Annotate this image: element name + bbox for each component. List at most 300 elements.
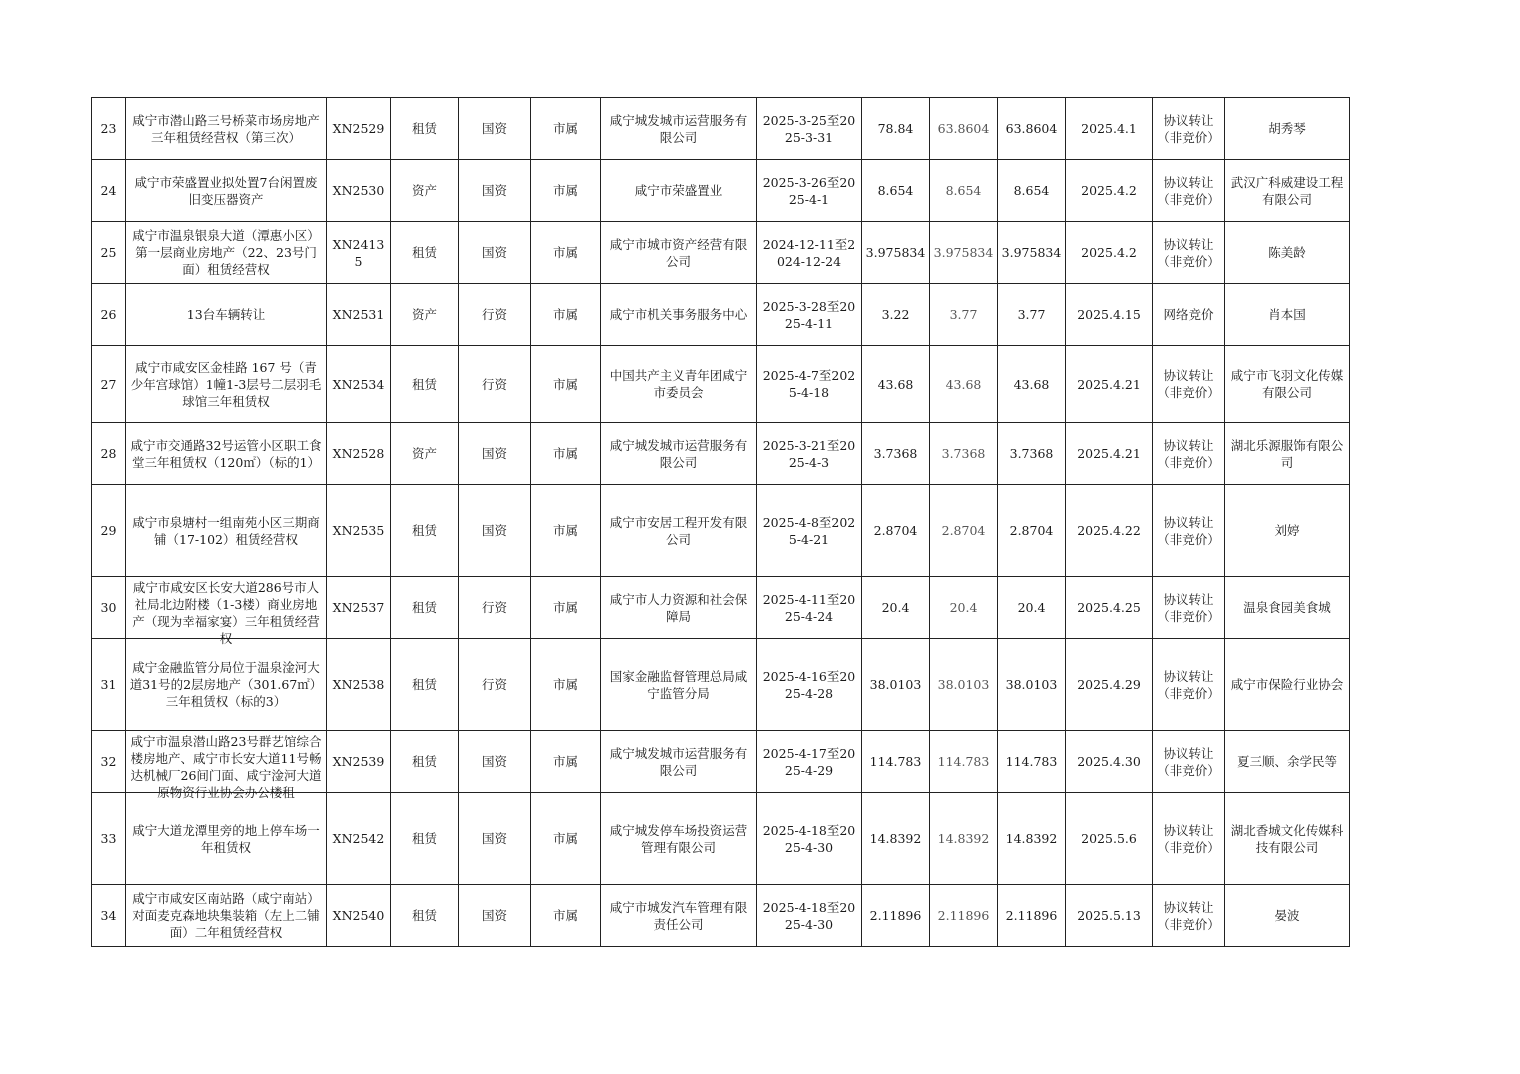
asset-nature: 行资 <box>481 600 507 615</box>
row-number-cell <box>92 284 126 346</box>
deal-date: 2025.5.6 <box>1081 831 1137 846</box>
transfer-method: 协议转让（非竞价） <box>1157 368 1220 400</box>
bid-price-cell <box>930 485 998 577</box>
asset-nature: 国资 <box>481 831 507 846</box>
listing-price-cell <box>862 793 930 885</box>
row-number-cell <box>92 793 126 885</box>
transaction-type-cell <box>391 423 459 485</box>
transaction-type-cell <box>391 639 459 731</box>
bid-price: 2.8704 <box>941 523 986 538</box>
transferor-name-cell <box>601 485 757 577</box>
buyer-name-cell <box>1225 284 1350 346</box>
listing-price-cell <box>862 885 930 947</box>
listing-price: 3.22 <box>881 307 910 322</box>
listing-price: 38.0103 <box>869 677 922 692</box>
row-number-cell <box>92 577 126 639</box>
transferor-name: 中国共产主义青年团咸宁市委员会 <box>609 368 748 400</box>
project-name: 咸宁市咸安区南站路（咸宁南站）对面麦克森地块集装箱（左上二铺面）二年租赁经营权 <box>132 891 320 940</box>
final-price-cell <box>998 98 1066 160</box>
bid-price: 63.8604 <box>937 121 990 136</box>
row-number: 34 <box>100 908 117 923</box>
listing-period-cell <box>757 423 862 485</box>
buyer-name-cell <box>1225 160 1350 222</box>
transaction-type: 租赁 <box>411 523 437 538</box>
listing-period: 2025-4-8至2025-4-21 <box>762 514 856 547</box>
listing-period: 2024-12-11至2024-12-24 <box>762 236 856 269</box>
bid-price-cell <box>930 160 998 222</box>
affiliation-level: 市属 <box>552 121 578 136</box>
row-number-cell <box>92 485 126 577</box>
project-code: XN2531 <box>332 307 385 322</box>
bid-price: 8.654 <box>945 183 982 198</box>
table-row <box>92 485 1350 577</box>
final-price-cell <box>998 885 1066 947</box>
final-price: 3.7368 <box>1009 446 1054 461</box>
final-price: 38.0103 <box>1005 677 1058 692</box>
listing-price-cell <box>862 346 930 423</box>
row-number-cell <box>92 222 126 284</box>
asset-nature-cell <box>459 284 531 346</box>
transfer-method: 协议转让（非竞价） <box>1157 591 1220 624</box>
buyer-name: 湖北香城文化传媒科技有限公司 <box>1230 822 1344 855</box>
transfer-method-cell <box>1153 793 1225 885</box>
listing-period: 2025-3-25至2025-3-31 <box>762 112 856 145</box>
transfer-method: 协议转让（非竞价） <box>1157 899 1220 932</box>
transfer-method: 协议转让（非竞价） <box>1157 112 1220 145</box>
project-code-cell <box>327 731 391 793</box>
buyer-name: 陈美龄 <box>1268 245 1306 260</box>
project-code: XN24135 <box>332 236 385 269</box>
transfer-method-cell <box>1153 885 1225 947</box>
transaction-type: 租赁 <box>411 600 437 615</box>
row-number-cell <box>92 423 126 485</box>
asset-nature-cell <box>459 160 531 222</box>
asset-nature-cell <box>459 98 531 160</box>
transaction-type: 资产 <box>411 307 437 322</box>
table-row <box>92 885 1350 947</box>
affiliation-level-cell <box>531 423 601 485</box>
final-price: 3.975834 <box>1001 245 1062 260</box>
row-number-cell <box>92 346 126 423</box>
listing-price-cell <box>862 284 930 346</box>
listing-price-cell <box>862 423 930 485</box>
transaction-type: 租赁 <box>411 908 437 923</box>
asset-nature: 国资 <box>481 446 507 461</box>
transaction-type: 租赁 <box>411 376 437 392</box>
deal-date-cell <box>1066 423 1153 485</box>
listing-period-cell <box>757 346 862 423</box>
final-price-cell <box>998 639 1066 731</box>
transfer-method: 协议转让（非竞价） <box>1157 437 1220 470</box>
listing-period: 2025-4-18至2025-4-30 <box>762 822 856 855</box>
project-code-cell <box>327 98 391 160</box>
affiliation-level: 市属 <box>552 307 578 322</box>
affiliation-level-cell <box>531 639 601 731</box>
transfer-method-cell <box>1153 577 1225 639</box>
transferor-name: 咸宁城发城市运营服务有限公司 <box>609 437 748 470</box>
deal-date-cell <box>1066 346 1153 423</box>
transfer-method-cell <box>1153 639 1225 731</box>
transfer-method-cell <box>1153 346 1225 423</box>
table-row <box>92 423 1350 485</box>
asset-nature: 国资 <box>481 523 507 538</box>
deal-date-cell <box>1066 160 1153 222</box>
final-price: 63.8604 <box>1005 121 1058 136</box>
affiliation-level-cell <box>531 160 601 222</box>
final-price-cell <box>998 284 1066 346</box>
final-price: 43.68 <box>1013 376 1050 392</box>
project-name-cell <box>126 98 327 160</box>
asset-nature-cell <box>459 885 531 947</box>
affiliation-level-cell <box>531 485 601 577</box>
listing-period-cell <box>757 793 862 885</box>
affiliation-level: 市属 <box>552 908 578 923</box>
project-name: 咸宁市咸安区长安大道286号市人社局北边附楼（1-3楼）商业房地产（现为幸福家宴）三年租赁经营权 <box>132 579 320 646</box>
affiliation-level-cell <box>531 577 601 639</box>
transfer-method: 协议转让（非竞价） <box>1157 174 1220 207</box>
row-number: 31 <box>100 677 117 692</box>
transaction-type-cell <box>391 577 459 639</box>
transferor-name: 国家金融监督管理总局咸宁监管分局 <box>609 668 748 701</box>
buyer-name-cell <box>1225 577 1350 639</box>
bid-price: 14.8392 <box>937 831 990 846</box>
table-row <box>92 160 1350 222</box>
project-code: XN2535 <box>332 523 385 538</box>
listing-price-cell <box>862 639 930 731</box>
buyer-name-cell <box>1225 346 1350 423</box>
final-price: 2.11896 <box>1005 908 1058 923</box>
listing-price: 14.8392 <box>869 831 922 846</box>
project-code: XN2538 <box>332 677 385 692</box>
asset-nature-cell <box>459 793 531 885</box>
deal-date-cell <box>1066 284 1153 346</box>
project-name-cell <box>126 160 327 222</box>
transfer-method: 协议转让（非竞价） <box>1157 514 1220 547</box>
listing-period: 2025-3-28至2025-4-11 <box>762 298 856 331</box>
bid-price-cell <box>930 731 998 793</box>
project-name-cell <box>126 639 327 731</box>
bid-price: 38.0103 <box>937 677 990 692</box>
bid-price: 43.68 <box>945 376 982 392</box>
project-code: XN2534 <box>332 376 385 392</box>
project-name-cell <box>126 284 327 346</box>
asset-nature: 国资 <box>481 245 507 260</box>
table-row <box>92 98 1350 160</box>
listing-price-cell <box>862 485 930 577</box>
project-name-cell <box>126 423 327 485</box>
buyer-name: 肖本国 <box>1268 307 1306 322</box>
row-number: 23 <box>100 121 117 136</box>
listing-period-cell <box>757 885 862 947</box>
buyer-name-cell <box>1225 793 1350 885</box>
deal-date-cell <box>1066 793 1153 885</box>
listing-period-cell <box>757 284 862 346</box>
project-name-cell <box>126 731 327 800</box>
project-name: 咸宁市交通路32号运管小区职工食堂三年租赁权（120㎡）（标的1） <box>130 437 322 470</box>
transaction-type-cell <box>391 885 459 947</box>
deal-date-cell <box>1066 485 1153 577</box>
transaction-type: 租赁 <box>411 754 437 769</box>
affiliation-level-cell <box>531 731 601 793</box>
transaction-type-cell <box>391 346 459 423</box>
final-price-cell <box>998 160 1066 222</box>
listing-price-cell <box>862 731 930 793</box>
final-price: 114.783 <box>1005 754 1058 769</box>
final-price-cell <box>998 577 1066 639</box>
transfer-method: 协议转让（非竞价） <box>1157 822 1220 855</box>
affiliation-level: 市属 <box>552 183 578 198</box>
transferor-name: 咸宁市机关事务服务中心 <box>609 307 748 322</box>
final-price-cell <box>998 346 1066 423</box>
row-number: 24 <box>100 183 117 198</box>
transferor-name-cell <box>601 98 757 160</box>
listing-period: 2025-4-16至2025-4-28 <box>762 668 856 701</box>
listing-period-cell <box>757 577 862 639</box>
affiliation-level: 市属 <box>552 376 578 392</box>
row-number-cell <box>92 639 126 731</box>
table-row <box>92 793 1350 885</box>
asset-nature-cell <box>459 222 531 284</box>
row-number-cell <box>92 160 126 222</box>
row-number-cell <box>92 98 126 160</box>
listing-price: 2.8704 <box>873 523 918 538</box>
bid-price-cell <box>930 577 998 639</box>
buyer-name-cell <box>1225 98 1350 160</box>
project-code-cell <box>327 423 391 485</box>
asset-nature: 国资 <box>481 908 507 923</box>
table-row <box>92 284 1350 346</box>
transferor-name: 咸宁市人力资源和社会保障局 <box>609 591 748 624</box>
transferor-name-cell <box>601 160 757 222</box>
table-body <box>92 98 1350 947</box>
project-name: 咸宁市温泉银泉大道（潭惠小区）第一层商业房地产（22、23号门面）租赁经营权 <box>132 228 320 277</box>
listing-period: 2025-4-18至2025-4-30 <box>762 899 856 932</box>
project-name: 咸宁大道龙潭里旁的地上停车场一年租赁权 <box>132 822 320 855</box>
affiliation-level-cell <box>531 222 601 284</box>
deal-date-cell <box>1066 98 1153 160</box>
transferor-name: 咸宁市荣盛置业 <box>634 183 723 198</box>
final-price-cell <box>998 485 1066 577</box>
listing-period-cell <box>757 160 862 222</box>
buyer-name: 温泉食园美食城 <box>1243 600 1331 615</box>
bid-price-cell <box>930 222 998 284</box>
project-code: XN2528 <box>332 446 385 461</box>
project-name: 咸宁市咸安区金桂路 167 号（青少年宫球馆）1幢1-3层号二层羽毛球馆三年租赁权 <box>130 359 322 409</box>
transaction-type: 租赁 <box>411 831 437 846</box>
buyer-name-cell <box>1225 639 1350 731</box>
project-code: XN2539 <box>332 754 385 769</box>
row-number: 32 <box>100 754 117 769</box>
project-name-cell <box>126 222 327 284</box>
table-row <box>92 577 1350 639</box>
final-price-cell <box>998 793 1066 885</box>
project-code-cell <box>327 793 391 885</box>
bid-price: 20.4 <box>949 600 978 615</box>
listing-price-cell <box>862 98 930 160</box>
buyer-name-cell <box>1225 731 1350 793</box>
project-name-cell <box>126 577 327 646</box>
listing-period-cell <box>757 731 862 793</box>
final-price: 20.4 <box>1017 600 1046 615</box>
buyer-name: 湖北乐源服饰有限公司 <box>1230 437 1344 470</box>
deal-date-cell <box>1066 731 1153 793</box>
row-number: 28 <box>100 446 117 461</box>
deal-date-cell <box>1066 885 1153 947</box>
asset-nature-cell <box>459 423 531 485</box>
bid-price-cell <box>930 98 998 160</box>
project-name: 咸宁市潜山路三号桥菜市场房地产三年租赁经营权（第三次） <box>132 112 320 145</box>
listing-price: 114.783 <box>869 754 922 769</box>
transfer-method-cell <box>1153 485 1225 577</box>
transfer-method-cell <box>1153 222 1225 284</box>
asset-nature-cell <box>459 485 531 577</box>
listing-period-cell <box>757 222 862 284</box>
transaction-type-cell <box>391 284 459 346</box>
project-name: 咸宁市泉塘村一组南苑小区三期商铺（17-102）租赁经营权 <box>132 514 320 547</box>
row-number: 27 <box>100 376 117 392</box>
buyer-name-cell <box>1225 222 1350 284</box>
project-name-cell <box>126 346 327 423</box>
transaction-type: 租赁 <box>411 121 437 136</box>
deal-date: 2025.4.2 <box>1081 183 1137 198</box>
listing-period: 2025-4-17至2025-4-29 <box>762 745 856 778</box>
listing-price: 3.975834 <box>865 245 926 260</box>
final-price-cell <box>998 222 1066 284</box>
row-number: 29 <box>100 523 117 538</box>
transfer-method: 网络竞价 <box>1163 307 1214 322</box>
project-code: XN2540 <box>332 908 385 923</box>
buyer-name: 夏三顺、余学民等 <box>1236 754 1337 769</box>
affiliation-level-cell <box>531 98 601 160</box>
buyer-name: 咸宁市飞羽文化传媒有限公司 <box>1230 368 1344 400</box>
transfer-method: 协议转让（非竞价） <box>1157 668 1220 701</box>
transaction-type: 资产 <box>411 183 437 198</box>
transferor-name: 咸宁城发城市运营服务有限公司 <box>609 745 748 778</box>
transaction-type-cell <box>391 160 459 222</box>
transferor-name-cell <box>601 346 757 423</box>
project-name-cell <box>126 485 327 577</box>
deal-date-cell <box>1066 222 1153 284</box>
project-code: XN2530 <box>332 183 385 198</box>
bid-price: 3.975834 <box>933 245 994 260</box>
transfer-method-cell <box>1153 731 1225 793</box>
final-price: 8.654 <box>1013 183 1050 198</box>
affiliation-level-cell <box>531 284 601 346</box>
listing-period: 2025-4-7至2025-4-18 <box>762 368 856 400</box>
project-code-cell <box>327 485 391 577</box>
affiliation-level-cell <box>531 885 601 947</box>
project-code: XN2529 <box>332 121 385 136</box>
bid-price-cell <box>930 639 998 731</box>
listing-period-cell <box>757 98 862 160</box>
transferor-name-cell <box>601 639 757 731</box>
final-price: 14.8392 <box>1005 831 1058 846</box>
project-code: XN2542 <box>332 831 385 846</box>
bid-price-cell <box>930 346 998 423</box>
affiliation-level: 市属 <box>552 754 578 769</box>
transferor-name-cell <box>601 577 757 639</box>
table-row <box>92 222 1350 284</box>
buyer-name: 武汉广科威建设工程有限公司 <box>1230 174 1344 207</box>
final-price: 2.8704 <box>1009 523 1054 538</box>
project-code-cell <box>327 885 391 947</box>
final-price-cell <box>998 423 1066 485</box>
listing-period: 2025-3-26至2025-4-1 <box>762 174 856 207</box>
deal-date: 2025.5.13 <box>1077 908 1141 923</box>
transfer-method-cell <box>1153 284 1225 346</box>
buyer-name: 晏波 <box>1274 908 1300 923</box>
row-number: 26 <box>100 307 117 322</box>
table-row <box>92 346 1350 423</box>
project-code-cell <box>327 284 391 346</box>
transaction-type-cell <box>391 222 459 284</box>
transaction-type: 租赁 <box>411 245 437 260</box>
project-code-cell <box>327 222 391 284</box>
project-name: 咸宁市温泉潜山路23号群艺馆综合楼房地产、咸宁市长安大道11号畅达机械厂26间门面、咸宁淦河大道原物资行业协会办公楼租 <box>130 733 322 800</box>
project-code: XN2537 <box>332 600 385 615</box>
transferor-name: 咸宁市安居工程开发有限公司 <box>609 514 748 547</box>
project-name: 咸宁市荣盛置业拟处置7台闲置废旧变压器资产 <box>134 174 318 207</box>
listing-price: 43.68 <box>877 376 914 392</box>
deal-date-cell <box>1066 577 1153 639</box>
listing-price-cell <box>862 160 930 222</box>
transferor-name: 咸宁城发城市运营服务有限公司 <box>609 112 748 145</box>
transfer-method-cell <box>1153 160 1225 222</box>
deal-date: 2025.4.25 <box>1077 600 1141 615</box>
row-number: 30 <box>100 600 117 615</box>
transaction-type-cell <box>391 731 459 793</box>
buyer-name: 刘婷 <box>1274 523 1300 538</box>
transaction-type: 租赁 <box>411 677 437 692</box>
bid-price: 3.77 <box>949 307 978 322</box>
project-name: 13台车辆转让 <box>186 307 266 322</box>
transferor-name-cell <box>601 222 757 284</box>
asset-nature: 国资 <box>481 754 507 769</box>
affiliation-level: 市属 <box>552 446 578 461</box>
affiliation-level: 市属 <box>552 523 578 538</box>
bid-price: 3.7368 <box>941 446 986 461</box>
buyer-name-cell <box>1225 423 1350 485</box>
table-row <box>92 731 1350 793</box>
transferor-name-cell <box>601 885 757 947</box>
buyer-name: 咸宁市保险行业协会 <box>1230 677 1344 692</box>
listing-price: 78.84 <box>877 121 914 136</box>
project-name-cell <box>126 885 327 947</box>
asset-nature-cell <box>459 731 531 793</box>
asset-nature-cell <box>459 639 531 731</box>
project-code-cell <box>327 577 391 639</box>
transferor-name: 咸宁城发停车场投资运营管理有限公司 <box>609 822 748 855</box>
transaction-type-cell <box>391 98 459 160</box>
bid-price-cell <box>930 423 998 485</box>
bid-price-cell <box>930 284 998 346</box>
listing-period: 2025-4-11至2025-4-24 <box>762 591 856 624</box>
affiliation-level: 市属 <box>552 831 578 846</box>
project-code-cell <box>327 346 391 423</box>
final-price: 3.77 <box>1017 307 1046 322</box>
row-number: 25 <box>100 245 117 260</box>
affiliation-level: 市属 <box>552 600 578 615</box>
listing-price: 20.4 <box>881 600 910 615</box>
deal-date: 2025.4.21 <box>1077 376 1141 392</box>
asset-nature: 国资 <box>481 183 507 198</box>
buyer-name-cell <box>1225 485 1350 577</box>
row-number: 33 <box>100 831 117 846</box>
deal-date: 2025.4.30 <box>1077 754 1141 769</box>
deal-date: 2025.4.1 <box>1081 121 1137 136</box>
transfer-method-cell <box>1153 423 1225 485</box>
listing-price-cell <box>862 222 930 284</box>
